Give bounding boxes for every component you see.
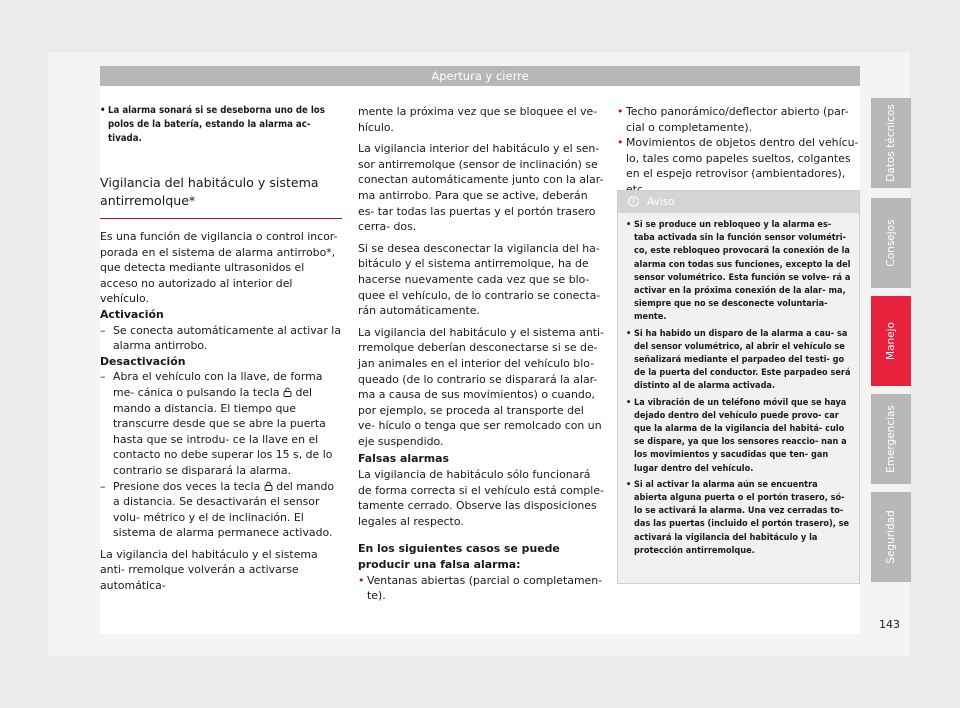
aviso-item: • La vibración de un teléfono móvil que se haya dejado dentro del vehículo puede provo- car que la alarma de la vigilancia del habitá- culo se dispare, ya que los sensores reaccio- nan a los movimientos y sacudidas que ten- gan lugar dentro del vehículo.: [626, 397, 851, 476]
tab-manejo[interactable]: [871, 296, 911, 386]
aviso-item: • Si ha habido un disparo de la alarma a cau- sa del sensor volumétrico, al abrir el vehículo se señalizará mediante el parpadeo del testi- go de la puerta del conductor. Este parpadeo será distinto al de alarma activada.: [626, 328, 851, 394]
tab-label: Emergencias: [885, 405, 897, 473]
column-1: [100, 104, 342, 594]
aviso-title: Aviso: [647, 196, 675, 208]
unlock-key-icon: [283, 386, 292, 396]
aviso-body: [618, 213, 859, 558]
col2-p1: mente la próxima vez que se bloquee el ve- hículo.: [358, 105, 598, 134]
tab-label: Seguridad: [885, 510, 897, 564]
desactivacion-item-1: [100, 369, 342, 478]
closing-paragraph: La vigilancia del habitáculo y el sistema anti- rremolque volverán a activarse automática-: [100, 547, 318, 593]
tab-label: Datos técnicos: [885, 104, 897, 182]
page-number: 143: [879, 618, 900, 631]
falsas-alarmas-label: Falsas alarmas: [358, 452, 449, 466]
section-title-line1: Vigilancia del habitáculo y sistema: [100, 175, 319, 190]
intro-paragraph: Es una función de vigilancia o control incor- porada en el sistema de alarma antirrobo*, que detecta mediante ultrasonidos el acceso no autorizado al interior del vehículo.: [100, 230, 338, 306]
casos-label: En los siguientes casos se puede producir una falsa alarma:: [358, 542, 560, 572]
false-alarm-bullet-2: • Techo panorámico/deflector abierto (par- cial o completamente).: [617, 104, 860, 135]
section-title-line2: antirremolque*: [100, 193, 196, 208]
activacion-label: Activación: [100, 307, 164, 321]
lock-key-icon: [264, 480, 273, 490]
desact-item1-text-b: del mando a distancia. El tiempo que transcurre desde que se abre la puerta hasta que se introdu- ce la llave en el contacto no debe superar los 15 s, de lo contrario se disparará la alarma.: [113, 385, 333, 477]
desact-item2-text-b: del mando a distancia. Se desactivarán el sensor volu- métrico y el de inclinación. El sistema de alarma permanece activado.: [113, 479, 335, 540]
intro-warning-bullet: • La alarma sonará si se deseborna uno de los polos de la batería, estando la alarma ac- tivada.: [100, 104, 342, 146]
false-alarm-bullet-1: • Ventanas abiertas (parcial o completamen- te).: [358, 573, 604, 604]
col2-p3: Si se desea desconectar la vigilancia del ha- bitáculo y el sistema antirremolque, ha de hacerse nuevamente cada vez que se blo- quee el vehículo, de lo contrario se conecta- rán automáticamente.: [358, 241, 601, 318]
info-icon: [628, 193, 639, 204]
desactivacion-item-2: [100, 479, 342, 541]
col2-p2: La vigilancia interior del habitáculo y el sen- sor antirremolque (sensor de inclinación) se conectan automáticamente junto con la alar- ma antirrobo. Para que se active, deberán es- tar todas las puertas y el portón trasero cerra- dos.: [358, 142, 604, 234]
aviso-item: • Si se produce un rebloqueo y la alarma es- taba activada sin la función sensor volumétri- co, este rebloqueo provocará la conexión de la alarma con todas sus funciones, excepto la del sensor volumétrico. Esta función se volve- rá a activar en la próxima conexión de la alar- ma, siempre que no se desconecte voluntaria- mente.: [626, 219, 851, 325]
tab-emergencias[interactable]: [871, 394, 911, 484]
column-3: [617, 104, 860, 198]
tab-seguridad[interactable]: [871, 492, 911, 582]
section-heading: [100, 174, 342, 219]
tab-consejos[interactable]: [871, 198, 911, 288]
aviso-header: [618, 191, 859, 213]
tab-datos-tecnicos[interactable]: [871, 98, 911, 188]
col2-p5: La vigilancia de habitáculo sólo funcionará de forma correcta si el vehículo está comple- tamente cerrado. Observe las disposiciones legales al respecto.: [358, 468, 604, 528]
aviso-item: • Si al activar la alarma aún se encuentra abierta alguna puerta o el portón trasero, só- lo se activará la alarma. Una vez cerradas to- das las puertas (incluido el portón trasero), se activará la vigilancia del habitáculo y la protección antirremolque.: [626, 479, 851, 558]
false-alarm-bullet-3: • Movimientos de objetos dentro del vehícu- lo, tales como papeles sueltos, colgantes en el espejo retrovisor (ambientadores),: [617, 135, 860, 197]
tab-label: Consejos: [885, 219, 897, 267]
tab-label: Manejo: [885, 322, 897, 360]
column-2: [358, 104, 604, 604]
desact-item2-text-a: Presione dos veces la tecla: [113, 479, 261, 493]
col2-p4: La vigilancia del habitáculo y el sistema anti- rremolque deberían desconectarse si se de- jan animales en el interior del vehículo blo- queado (de lo contrario se disparará la alar- ma a causa de sus movimientos) o cuando, por ejemplo, se proceda al transporte del ve- hículo o tenga que ser remolcado con un eje suspendido.: [358, 325, 604, 448]
activacion-item: – Se conecta automáticamente al activar la alarma antirrobo.: [100, 323, 342, 354]
desactivacion-label: Desactivación: [100, 354, 186, 368]
chapter-header: Apertura y cierre: [100, 66, 860, 86]
aviso-box: [617, 190, 860, 584]
desact-item1-text-a: Abra el vehículo con la llave, de forma me- cánica o pulsando la tecla: [113, 370, 323, 399]
